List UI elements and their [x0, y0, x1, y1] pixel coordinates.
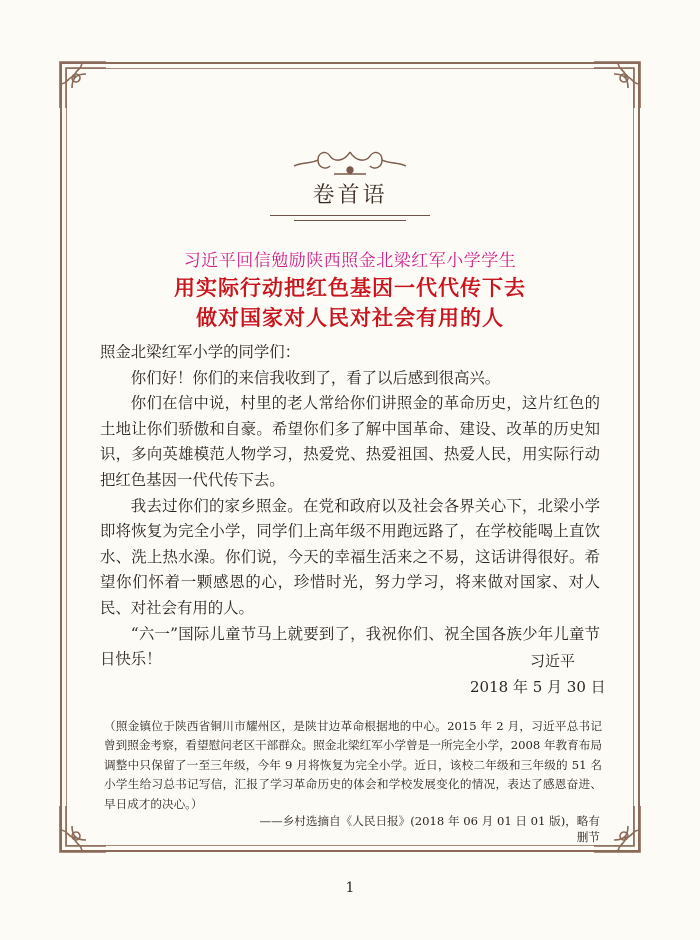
letter-body [100, 340, 600, 673]
signature-name: 习近平 [530, 652, 576, 670]
corner-ornament-icon [56, 58, 110, 112]
paragraph: 我去过你们的家乡照金。在党和政府以及社会各界关心下，北梁小学即将恢复为完全小学，同学们上高年级不用跑远路了，在学校能喝上直饮水、洗上热水澡。你们说，今天的幸福生活来之不易，这话讲得很好。希望你们怀着一颗感恩的心，珍惜时光，努力学习，将来做对国家、对人民、对社会有用的人。 [100, 496, 600, 617]
headline-line-2: 做对国家对人民对社会有用的人 [196, 305, 504, 330]
salutation: 照金北梁红军小学的同学们： [100, 343, 301, 361]
paragraph: 你们在信中说，村里的老人常给你们讲照金的革命历史，这片红色的土地让你们骄傲和自豪。希望你们多了解中国革命、建设、改革的历史知识，多向英雄模范人物学习，热爱党、热爱祖国、热爱人民，用实际行动把红色基因一代代传下去。 [100, 394, 600, 489]
source-credit: ——乡村选摘自《人民日报》(2018 年 06 月 01 日 01 版)，略有删节 [259, 814, 600, 844]
subtitle: 习近平回信勉励陕西照金北梁红军小学学生 [183, 251, 517, 271]
paragraph: 你们好！你们的来信我收到了，看了以后感到很高兴。 [130, 368, 501, 387]
section-heading: 卷首语 [312, 183, 388, 208]
corner-ornament-icon [56, 802, 110, 856]
heading-box [270, 174, 430, 220]
headline-line-1: 用实际行动把红色基因一代代传下去 [174, 275, 526, 300]
page-number: 1 [345, 880, 355, 896]
corner-ornament-icon [590, 58, 644, 112]
editor-note: （照金镇位于陕西省铜川市耀州区，是陕甘边革命根据地的中心。2015 年 2 月，习近平总书记曾到照金考察，看望慰问老区干部群众。照金北梁红军小学曾是一所完全小学，2008 年教育布局调整中只保留了一至三年级，今年 9 月将恢复为完全小学。近日，该校二年级和三年级的 51 名小学生给习总书记写信，汇报了学习革命历史的体会和学校发展变化的情况，表达了感恩奋进、早日成才的决心。） [104, 719, 602, 811]
signature-date: 2018 年 5 月 30 日 [470, 678, 606, 696]
paragraph: “六一”国际儿童节马上就要到了，我祝你们、祝全国各族少年儿童节日快乐！ [100, 624, 600, 669]
